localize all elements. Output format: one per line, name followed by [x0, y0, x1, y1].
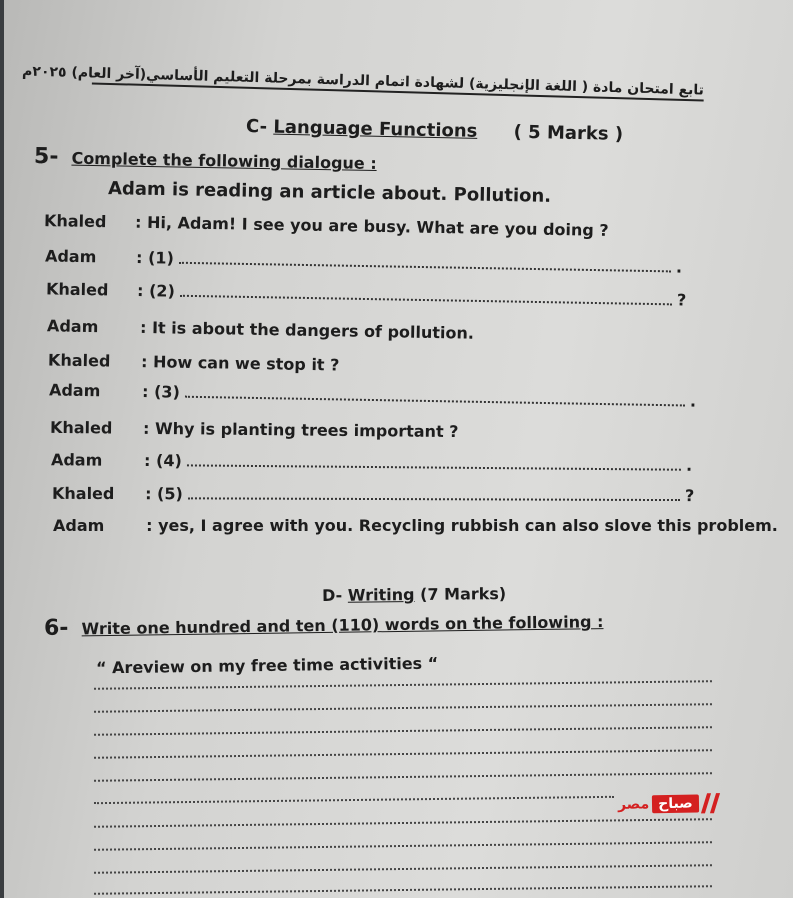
writing-line[interactable] [94, 703, 712, 713]
exam-page [4, 0, 793, 898]
dialogue-line: : (3) [141, 381, 181, 402]
logo-slash-icon [710, 793, 720, 813]
dialogue-speaker: Adam [44, 246, 97, 267]
question-5-instruction: Complete the following dialogue : [71, 148, 377, 173]
writing-line[interactable] [94, 864, 712, 874]
dialogue-speaker: Khaled [49, 417, 113, 438]
dialogue-row [53, 516, 778, 535]
section-d-heading [322, 584, 506, 605]
section-c-label: C- [245, 116, 268, 138]
dialogue-line-end: ? [676, 290, 687, 310]
question-6-number: 6- [43, 615, 69, 641]
answer-blank-1[interactable] [179, 252, 671, 273]
watermark-suffix: مصر [617, 796, 650, 813]
dialogue-line: : (4) [144, 451, 182, 471]
dialogue-line: : It is about the dangers of pollution. [139, 317, 475, 343]
writing-line[interactable] [94, 772, 712, 782]
dialogue-line: : (2) [136, 281, 176, 301]
dialogue-row [49, 380, 696, 410]
dialogue-line: : (5) [145, 484, 183, 504]
exam-header-arabic: تابع امتحان مادة ( اللغة الإنجليزية) لشهادة اتمام الدراسة بمرحلة التعليم الأساسي(آخر العام) ٢٠٢٥م [92, 65, 704, 101]
dialogue-line: : yes, I agree with you. Recycling rubbish can also slove this problem. [146, 516, 778, 535]
dialogue-line: : (1) [135, 248, 175, 268]
answer-blank-5[interactable] [188, 487, 680, 501]
dialogue-speaker: Khaled [47, 350, 111, 371]
dialogue-speaker: Adam [46, 316, 99, 337]
dialogue-row [50, 418, 459, 441]
dialogue-row [46, 279, 687, 309]
writing-line[interactable] [94, 885, 712, 895]
dialogue-speaker: Khaled [43, 211, 107, 232]
dialogue-speaker: Khaled [51, 483, 115, 504]
dialogue-line: : Why is planting trees important ? [143, 418, 459, 442]
writing-topic: “ Areview on my free time activities “ [95, 653, 439, 678]
section-c-title: Language Functions [273, 116, 478, 142]
section-d-marks: (7 Marks) [419, 584, 507, 604]
writing-line[interactable] [94, 726, 712, 736]
dialogue-line-end: . [689, 391, 697, 411]
answer-blank-4[interactable] [187, 454, 681, 470]
question-6-instruction: Write one hundred and ten (110) words on the following : [81, 612, 604, 639]
logo-slash-icon [701, 793, 711, 813]
dialogue-line: : How can we stop it ? [140, 352, 340, 375]
dialogue-row [44, 211, 609, 240]
question-5-heading [34, 144, 377, 175]
dialogue-line-end: ? [684, 486, 695, 506]
writing-line[interactable] [94, 818, 712, 828]
question-5-number: 5- [33, 144, 59, 170]
dialogue-line-end: . [675, 257, 683, 277]
watermark-logo [618, 793, 717, 815]
dialogue-row [51, 450, 692, 475]
dialogue-row [47, 316, 474, 342]
dialogue-intro: Adam is reading an article about. Pollution. [107, 178, 552, 207]
writing-line[interactable] [94, 749, 712, 759]
dialogue-speaker: Adam [50, 450, 103, 470]
dialogue-line-end: . [685, 455, 693, 475]
writing-line[interactable] [94, 796, 614, 804]
section-c-heading [246, 116, 623, 145]
dialogue-row [45, 246, 682, 276]
dialogue-row [48, 350, 340, 374]
section-c-marks: ( 5 Marks ) [513, 121, 624, 145]
section-d-label: D- [321, 585, 343, 605]
answer-blank-2[interactable] [180, 285, 672, 306]
writing-line[interactable] [94, 680, 712, 690]
question-6-heading [44, 608, 604, 641]
dialogue-speaker: Khaled [45, 279, 109, 300]
dialogue-line: : Hi, Adam! I see you are busy. What are you doing ? [134, 212, 609, 240]
dialogue-speaker: Adam [48, 380, 101, 401]
answer-blank-3[interactable] [185, 386, 685, 407]
section-d-title: Writing [347, 584, 415, 605]
dialogue-speaker: Adam [53, 516, 105, 535]
dialogue-row [52, 484, 694, 505]
writing-line[interactable] [94, 841, 712, 851]
watermark-name: صباح [652, 794, 699, 813]
